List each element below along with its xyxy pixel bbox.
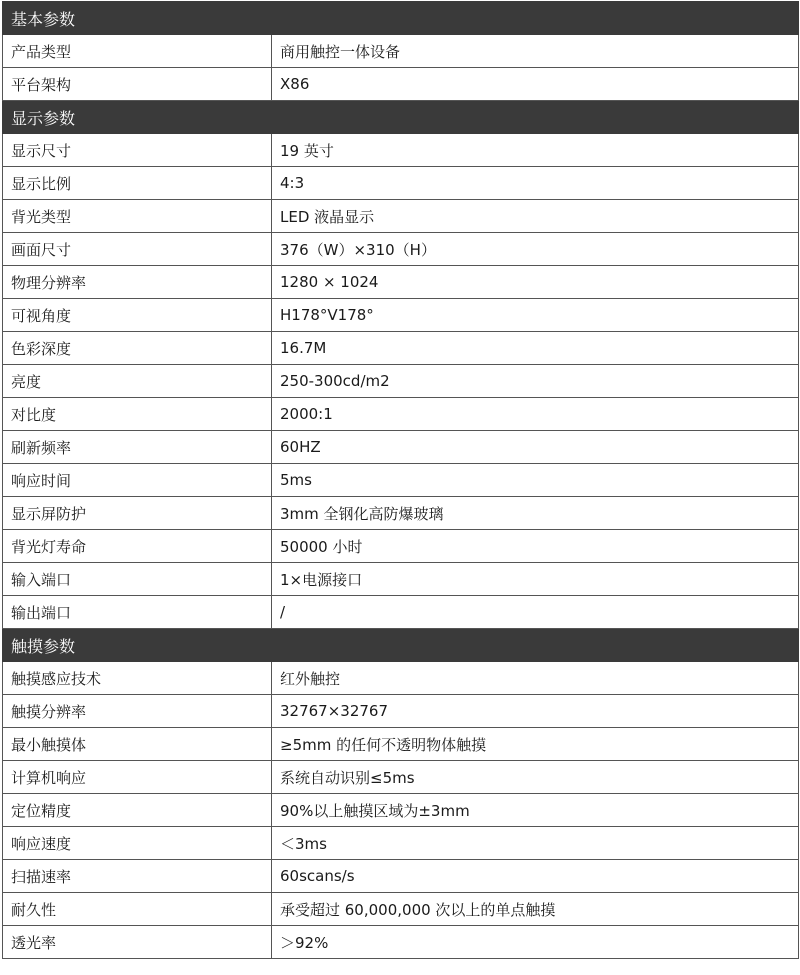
spec-label: 背光类型: [3, 200, 272, 233]
spec-label: 输入端口: [3, 563, 272, 596]
spec-value: 250-300cd/m2: [272, 365, 799, 398]
spec-label: 计算机响应: [3, 761, 272, 794]
section-title: 显示参数: [3, 101, 799, 134]
spec-value: 5ms: [272, 464, 799, 497]
table-row: [3, 365, 799, 398]
spec-label: 最小触摸体: [3, 728, 272, 761]
spec-label: 触摸感应技术: [3, 662, 272, 695]
spec-label: 背光灯寿命: [3, 530, 272, 563]
spec-value: 60HZ: [272, 431, 799, 464]
spec-value: ＞92%: [272, 926, 799, 959]
table-row: [3, 332, 799, 365]
spec-table: [2, 1, 799, 959]
spec-value: ＜3ms: [272, 827, 799, 860]
spec-label: 产品类型: [3, 35, 272, 68]
table-row: [3, 530, 799, 563]
spec-label: 色彩深度: [3, 332, 272, 365]
spec-value: X86: [272, 68, 799, 101]
spec-label: 物理分辨率: [3, 266, 272, 299]
spec-value: 19 英寸: [272, 134, 799, 167]
spec-value: 系统自动识别≤5ms: [272, 761, 799, 794]
table-row: [3, 431, 799, 464]
spec-value: 红外触控: [272, 662, 799, 695]
spec-label: 扫描速率: [3, 860, 272, 893]
table-row: [3, 200, 799, 233]
spec-value: 承受超过 60,000,000 次以上的单点触摸: [272, 893, 799, 926]
table-row: [3, 728, 799, 761]
spec-value: 1280 × 1024: [272, 266, 799, 299]
spec-value: LED 液晶显示: [272, 200, 799, 233]
table-row: [3, 398, 799, 431]
section-header-basic: [3, 2, 799, 35]
spec-label: 输出端口: [3, 596, 272, 629]
table-row: [3, 35, 799, 68]
table-row: [3, 662, 799, 695]
section-header-display: [3, 101, 799, 134]
spec-value: 376（W）×310（H）: [272, 233, 799, 266]
spec-label: 对比度: [3, 398, 272, 431]
spec-value: 2000:1: [272, 398, 799, 431]
table-row: [3, 497, 799, 530]
spec-value: 50000 小时: [272, 530, 799, 563]
spec-label: 显示屏防护: [3, 497, 272, 530]
table-row: [3, 893, 799, 926]
table-row: [3, 167, 799, 200]
spec-label: 显示尺寸: [3, 134, 272, 167]
spec-label: 显示比例: [3, 167, 272, 200]
spec-label: 触摸分辨率: [3, 695, 272, 728]
spec-label: 耐久性: [3, 893, 272, 926]
table-row: [3, 695, 799, 728]
spec-value: 60scans/s: [272, 860, 799, 893]
spec-value: 1×电源接口: [272, 563, 799, 596]
spec-label: 响应速度: [3, 827, 272, 860]
spec-value: 90%以上触摸区域为±3mm: [272, 794, 799, 827]
section-header-touch: [3, 629, 799, 662]
table-row: [3, 266, 799, 299]
section-title: 基本参数: [3, 2, 799, 35]
spec-value: H178°V178°: [272, 299, 799, 332]
spec-value: 3mm 全钢化高防爆玻璃: [272, 497, 799, 530]
spec-label: 响应时间: [3, 464, 272, 497]
spec-label: 平台架构: [3, 68, 272, 101]
table-row: [3, 299, 799, 332]
spec-label: 定位精度: [3, 794, 272, 827]
table-row: [3, 761, 799, 794]
spec-value: /: [272, 596, 799, 629]
table-row: [3, 563, 799, 596]
spec-label: 可视角度: [3, 299, 272, 332]
table-row: [3, 68, 799, 101]
section-title: 触摸参数: [3, 629, 799, 662]
spec-value: 16.7M: [272, 332, 799, 365]
spec-value: 4:3: [272, 167, 799, 200]
table-row: [3, 233, 799, 266]
spec-value: 32767×32767: [272, 695, 799, 728]
table-row: [3, 134, 799, 167]
spec-label: 画面尺寸: [3, 233, 272, 266]
spec-label: 刷新频率: [3, 431, 272, 464]
table-row: [3, 827, 799, 860]
table-row: [3, 596, 799, 629]
table-row: [3, 794, 799, 827]
table-row: [3, 860, 799, 893]
spec-value: ≥5mm 的任何不透明物体触摸: [272, 728, 799, 761]
spec-value: 商用触控一体设备: [272, 35, 799, 68]
table-row: [3, 464, 799, 497]
spec-label: 亮度: [3, 365, 272, 398]
spec-label: 透光率: [3, 926, 272, 959]
table-row: [3, 926, 799, 959]
